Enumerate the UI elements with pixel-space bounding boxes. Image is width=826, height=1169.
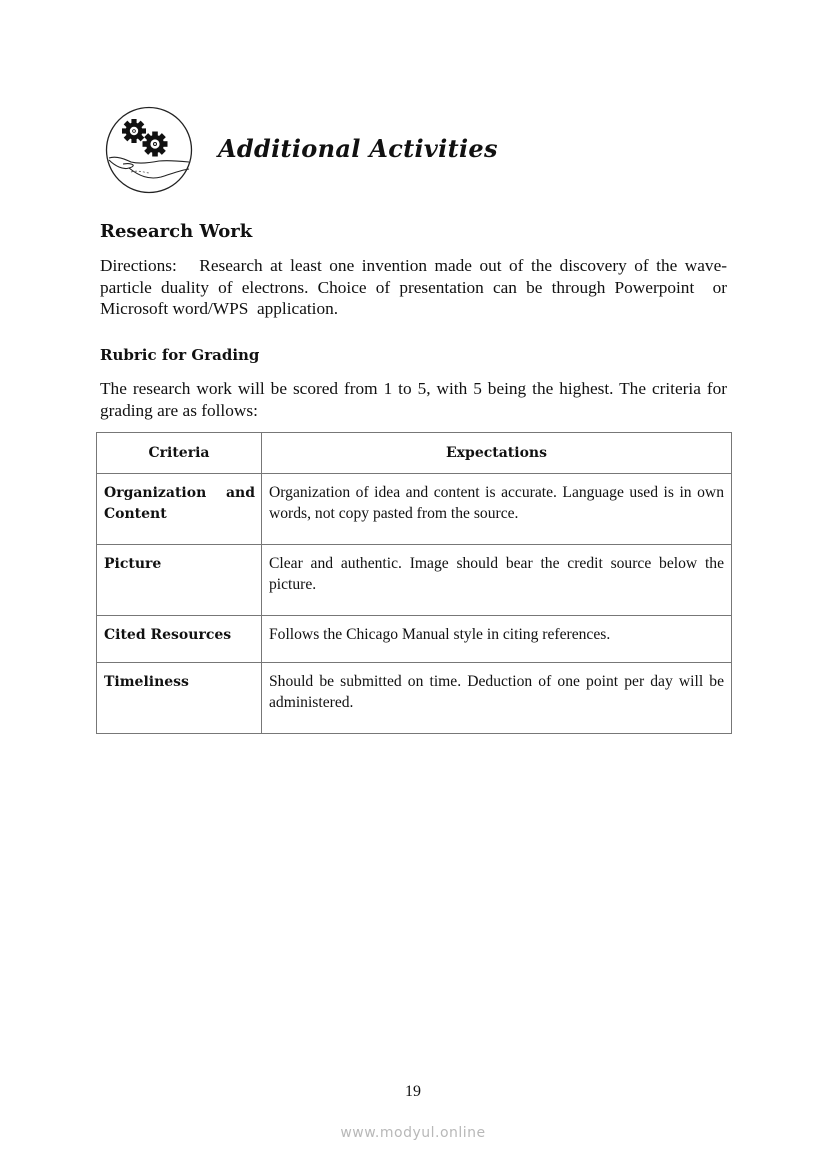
table-row	[97, 474, 732, 545]
watermark: www.modyul.online	[340, 1125, 486, 1141]
column-header-criteria: Criteria	[97, 433, 262, 474]
rubric-heading: Rubric for Grading	[100, 346, 260, 364]
gears-in-hand-icon	[105, 106, 193, 194]
expectations-cell: Clear and authentic. Image should bear the credit source below the picture.	[262, 545, 732, 616]
page-number: 19	[405, 1083, 421, 1100]
page-title: Additional Activities	[218, 134, 498, 163]
directions-text: Directions: Research at least one invention made out of the discovery of the wave-particle duality of electrons. Choice of presentation can be through Powerpoint or Microsoft word/WPS application.	[100, 256, 727, 318]
expectations-cell: Follows the Chicago Manual style in citing references.	[262, 616, 732, 663]
expectations-cell: Should be submitted on time. Deduction of one point per day will be administered.	[262, 663, 732, 734]
section-heading: Research Work	[100, 221, 253, 242]
table-row	[97, 663, 732, 734]
activity-icon	[105, 106, 193, 194]
table-row	[97, 545, 732, 616]
criteria-cell: Cited Resources	[97, 616, 262, 663]
rubric-table	[96, 432, 732, 734]
criteria-cell: Picture	[97, 545, 262, 616]
table-header-row	[97, 433, 732, 474]
expectations-cell: Organization of idea and content is accurate. Language used is in own words, not copy pasted from the source.	[262, 474, 732, 545]
criteria-cell: Timeliness	[97, 663, 262, 734]
table-row	[97, 616, 732, 663]
criteria-cell: Organization and Content	[97, 474, 262, 545]
rubric-intro-text: The research work will be scored from 1 to 5, with 5 being the highest. The criteria for grading are as follows:	[100, 379, 727, 420]
column-header-expectations: Expectations	[262, 433, 732, 474]
